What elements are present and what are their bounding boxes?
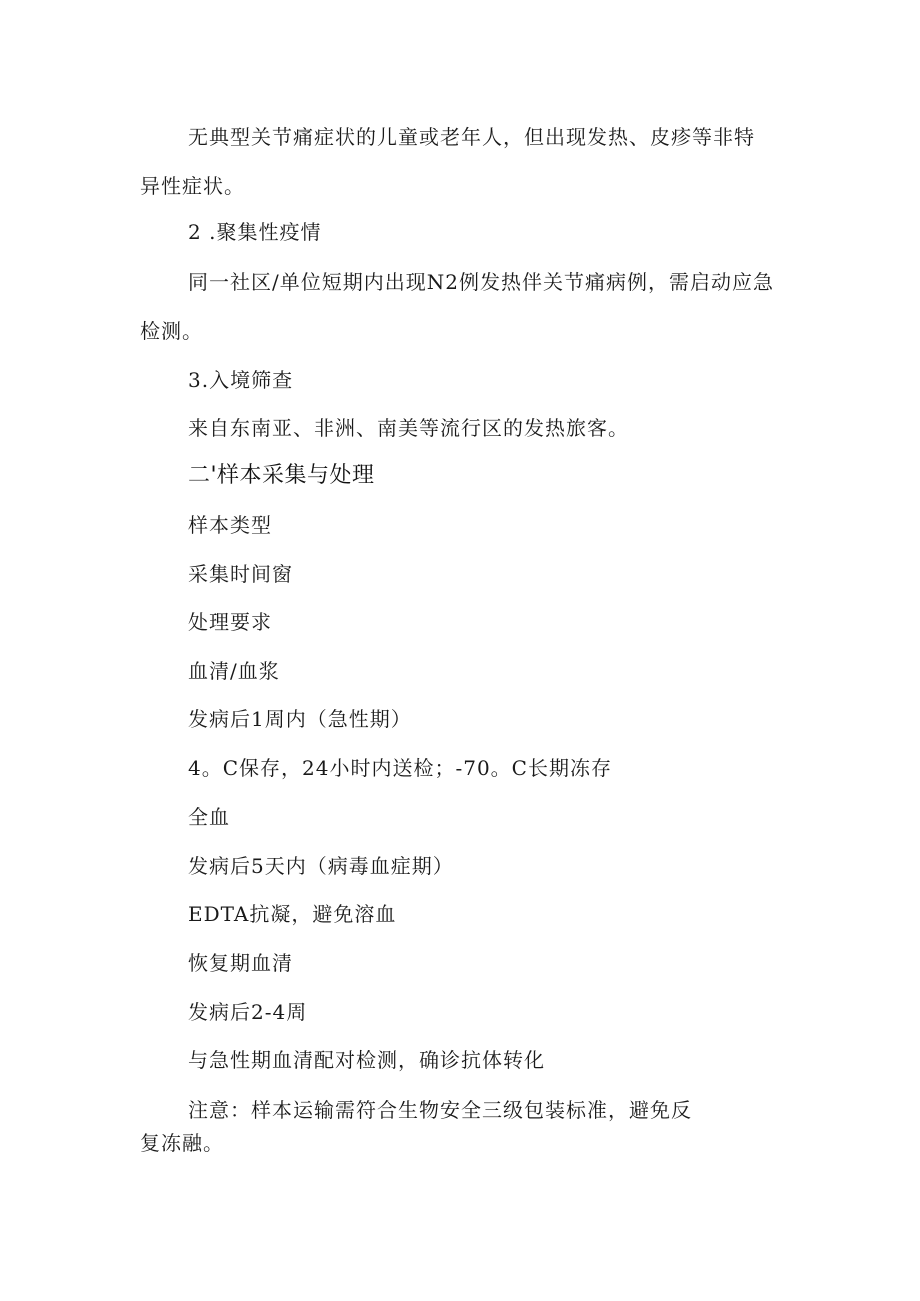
note-line: 复冻融。 <box>140 1131 224 1155</box>
table-cell: 全血 <box>188 805 230 829</box>
table-cell: 发病后1周内（急性期） <box>188 707 412 731</box>
table-cell: 与急性期血清配对检测，确诊抗体转化 <box>188 1048 545 1072</box>
paragraph-line: 异性症状。 <box>140 174 245 198</box>
note-line: 注意：样本运输需符合生物安全三级包装标准，避免反 <box>188 1098 692 1122</box>
table-cell: 发病后2-4周 <box>188 1000 308 1024</box>
paragraph-line: 无典型关节痛症状的儿童或老年人，但出现发热、皮疹等非特 <box>188 125 755 149</box>
table-cell: 恢复期血清 <box>188 951 293 975</box>
table-cell: 采集时间窗 <box>188 562 293 586</box>
table-cell: 处理要求 <box>188 610 272 634</box>
section-heading: 二'样本采集与处理 <box>188 463 375 488</box>
table-cell: EDTA抗凝，避免溶血 <box>188 902 397 926</box>
paragraph-line: 来自东南亚、非洲、南美等流行区的发热旅客。 <box>188 416 629 440</box>
section-item-title: 2 .聚集性疫情 <box>188 220 322 244</box>
paragraph-line: 检测。 <box>140 319 203 343</box>
section-item-title: 3.入境筛查 <box>188 368 294 392</box>
paragraph-line: 同一社区/单位短期内出现N2例发热伴关节痛病例，需启动应急 <box>188 270 774 294</box>
table-cell: 样本类型 <box>188 513 272 537</box>
table-cell: 发病后5天内（病毒血症期） <box>188 854 454 878</box>
table-cell: 4。C保存，24小时内送检；-70。C长期冻存 <box>188 756 612 780</box>
table-cell: 血清/血浆 <box>188 659 280 683</box>
